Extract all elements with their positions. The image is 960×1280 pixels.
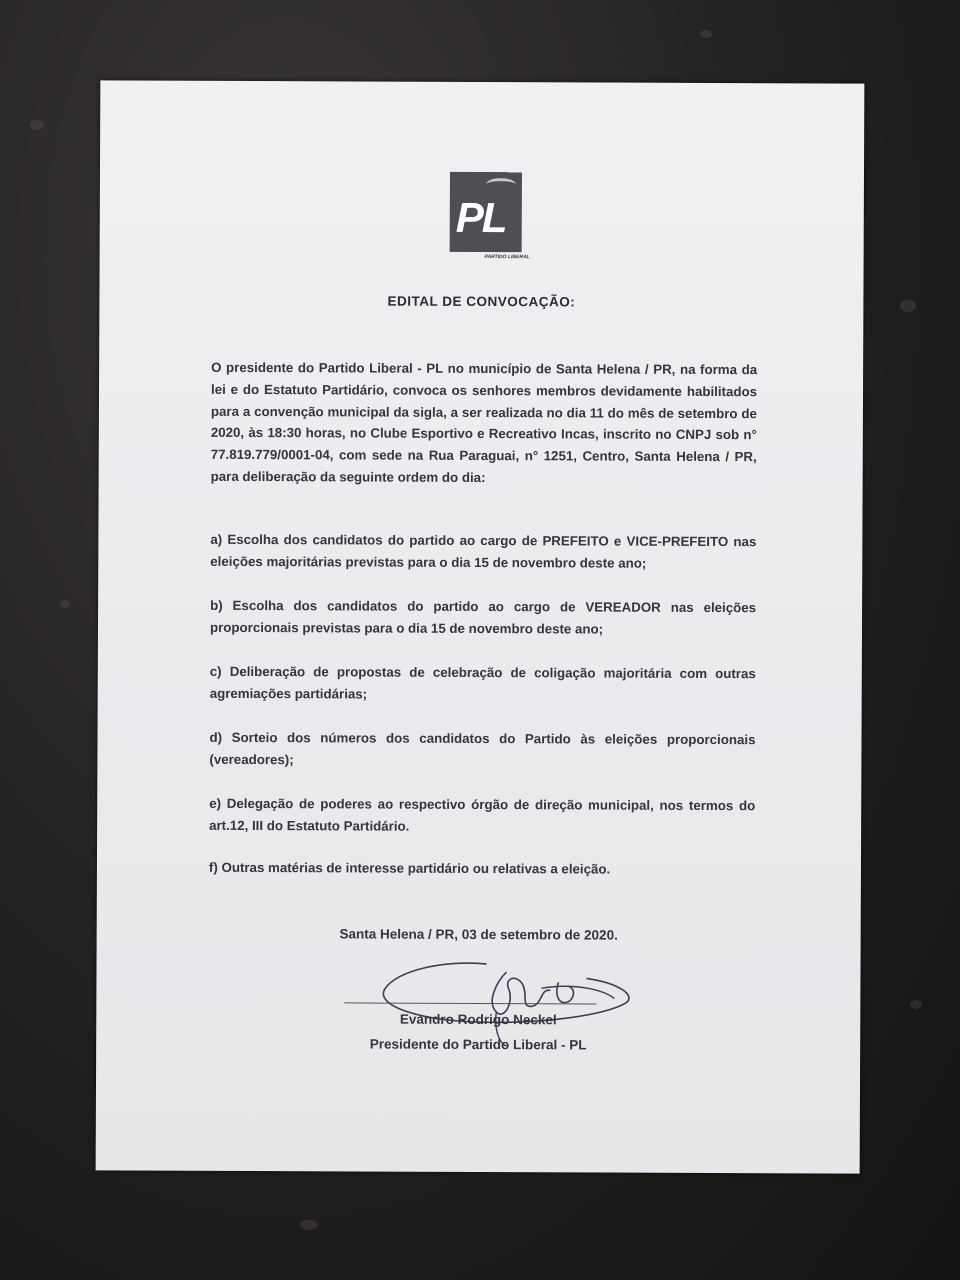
background-speck bbox=[900, 300, 916, 312]
logo-swoosh-icon bbox=[486, 178, 516, 191]
agenda-item-a: a) Escolha dos candidatos do partido ao cargo de PREFEITO e VICE-PREFEITO nas eleições majoritárias previstas para o dia 15 de novembro deste ano; bbox=[210, 531, 757, 571]
intro-paragraph: O presidente do Partido Liberal - PL no município de Santa Helena / PR, na forma da lei e do Estatuto Partidário, convoca os senhores membros devidamente habilitados para a convenção municipal da sigla, a ser realizada no dia 11 do mês de setembro de 2020, às 18:30 horas, no Clube Esportivo e Recreativo Incas, inscrito no CNPJ sob n° 77.819.779/0001-04, com sede na Rua Paraguai, n° 1251, Centro, Santa Helena / PR, para deliberação da seguinte ordem do dia: bbox=[210, 359, 758, 486]
logo-letters: PL bbox=[455, 193, 506, 242]
background-speck bbox=[30, 120, 44, 130]
background-speck bbox=[300, 1220, 318, 1230]
background-speck bbox=[910, 1000, 922, 1009]
agenda-item-f: f) Outras matérias de interesse partidário ou relativas a eleição. bbox=[208, 859, 611, 877]
agenda-item-d: d) Sorteio dos números dos candidatos do Partido às eleições proporcionais (vereadores); bbox=[209, 729, 756, 767]
agenda-item-b: b) Escolha dos candidatos do partido ao cargo de VEREADOR nas eleições proporcionais previstas para o dia 15 de novembro deste ano; bbox=[209, 597, 757, 637]
document-paper bbox=[96, 80, 865, 1173]
document-title: EDITAL DE CONVOCAÇÃO: bbox=[387, 293, 576, 310]
agenda-item-e: e) Delegação de poderes ao respectivo órgão de direção municipal, nos termos do art.12, III do Estatuto Partidário. bbox=[209, 795, 756, 834]
signer-role: Presidente do Partido Liberal - PL bbox=[369, 1036, 587, 1053]
party-logo bbox=[450, 172, 530, 261]
background-speck bbox=[60, 600, 70, 608]
background-speck bbox=[700, 30, 712, 38]
place-date: Santa Helena / PR, 03 de setembro de 2020. bbox=[339, 926, 618, 943]
logo-subtitle: PARTIDO LIBERAL bbox=[484, 254, 530, 261]
agenda-item-c: c) Deliberação de propostas de celebração de coligação majoritária com outras agremiações partidárias; bbox=[209, 663, 756, 702]
signer-name: Evandro Rodrigo Neckel bbox=[399, 1011, 557, 1028]
